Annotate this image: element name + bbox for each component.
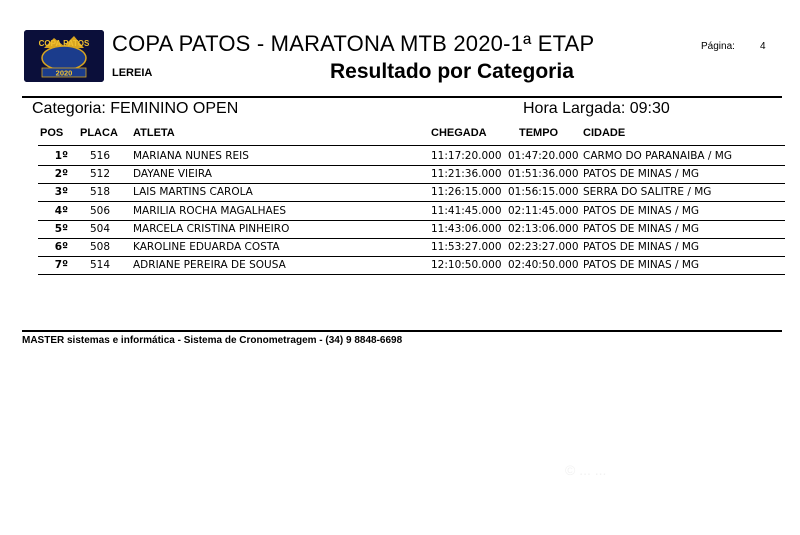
cell-position: 4º <box>54 204 68 217</box>
header-divider <box>22 96 782 98</box>
column-header-arrival: CHEGADA <box>431 127 487 139</box>
table-row <box>38 202 785 221</box>
footer-credits: MASTER sistemas e informática - Sistema de Cronometragem - (34) 9 8848-6698 <box>22 335 403 346</box>
column-header-athlete: ATLETA <box>133 127 175 139</box>
table-row <box>38 183 785 202</box>
footer-divider <box>22 330 782 332</box>
table-row <box>38 238 785 257</box>
cell-time: 01:51:36.000 <box>508 168 579 181</box>
cell-time: 02:11:45.000 <box>508 204 579 217</box>
cell-athlete: LAIS MARTINS CAROLA <box>133 186 253 199</box>
cell-athlete: MARCELA CRISTINA PINHEIRO <box>133 222 290 235</box>
table-row <box>38 220 785 239</box>
category-label: Categoria: FEMININO OPEN <box>32 100 239 117</box>
cell-athlete: MARILIA ROCHA MAGALHAES <box>133 204 287 217</box>
cell-city: CARMO DO PARANAIBA / MG <box>583 150 732 162</box>
cell-time: 01:56:15.000 <box>508 186 579 199</box>
cell-plate: 516 <box>90 150 111 162</box>
cell-arrival: 11:43:06.000 <box>431 222 502 235</box>
cell-city: PATOS DE MINAS / MG <box>583 168 700 181</box>
cell-time: 02:13:06.000 <box>508 222 579 235</box>
event-logo <box>24 30 104 82</box>
table-row <box>38 147 785 166</box>
cell-time: 02:40:50.000 <box>508 259 579 272</box>
cell-athlete: ADRIANE PEREIRA DE SOUSA <box>133 259 286 272</box>
watermark: © ... ... <box>565 462 607 478</box>
cell-arrival: 11:21:36.000 <box>431 168 502 181</box>
logo-year-text: 2020 <box>55 68 73 78</box>
cell-position: 2º <box>54 168 68 181</box>
table-row <box>38 165 785 184</box>
cell-position: 3º <box>54 186 68 199</box>
page-number: 4 <box>760 41 766 52</box>
cell-position: 7º <box>54 259 68 272</box>
report-subtitle: Resultado por Categoria <box>330 60 574 83</box>
cell-city: PATOS DE MINAS / MG <box>583 259 700 272</box>
cell-position: 1º <box>54 150 68 162</box>
cell-athlete: MARIANA NUNES REIS <box>133 150 249 162</box>
cell-city: SERRA DO SALITRE / MG <box>583 186 712 199</box>
cell-plate: 508 <box>90 241 111 253</box>
cell-time: 01:47:20.000 <box>508 150 579 162</box>
column-header-city: CIDADE <box>583 127 626 139</box>
cell-plate: 506 <box>90 204 111 217</box>
cell-arrival: 11:41:45.000 <box>431 204 502 217</box>
cell-athlete: DAYANE VIEIRA <box>133 168 212 181</box>
cell-time: 02:23:27.000 <box>508 241 579 253</box>
column-header-pos: POS <box>40 127 64 139</box>
event-title: COPA PATOS - MARATONA MTB 2020-1ª ETAP <box>112 31 595 56</box>
cell-arrival: 11:53:27.000 <box>431 241 502 253</box>
column-header-time: TEMPO <box>519 127 559 139</box>
cell-arrival: 11:26:15.000 <box>431 186 502 199</box>
cell-athlete: KAROLINE EDUARDA COSTA <box>133 241 280 253</box>
cell-city: PATOS DE MINAS / MG <box>583 241 700 253</box>
cell-city: PATOS DE MINAS / MG <box>583 204 700 217</box>
column-header-plate: PLACA <box>80 127 118 139</box>
cell-arrival: 12:10:50.000 <box>431 259 502 272</box>
cell-plate: 512 <box>90 168 111 181</box>
event-location: LEREIA <box>112 67 153 79</box>
table-top-divider <box>38 145 785 146</box>
cell-position: 5º <box>54 222 68 235</box>
page-label: Página: <box>701 41 735 52</box>
cell-plate: 514 <box>90 259 111 272</box>
table-row <box>38 256 785 275</box>
cell-city: PATOS DE MINAS / MG <box>583 222 700 235</box>
cell-plate: 504 <box>90 222 111 235</box>
logo-title-text: COPA PATOS <box>38 39 90 48</box>
cell-arrival: 11:17:20.000 <box>431 150 502 162</box>
cell-plate: 518 <box>90 186 111 199</box>
start-time: Hora Largada: 09:30 <box>523 100 670 117</box>
cell-position: 6º <box>54 241 68 253</box>
